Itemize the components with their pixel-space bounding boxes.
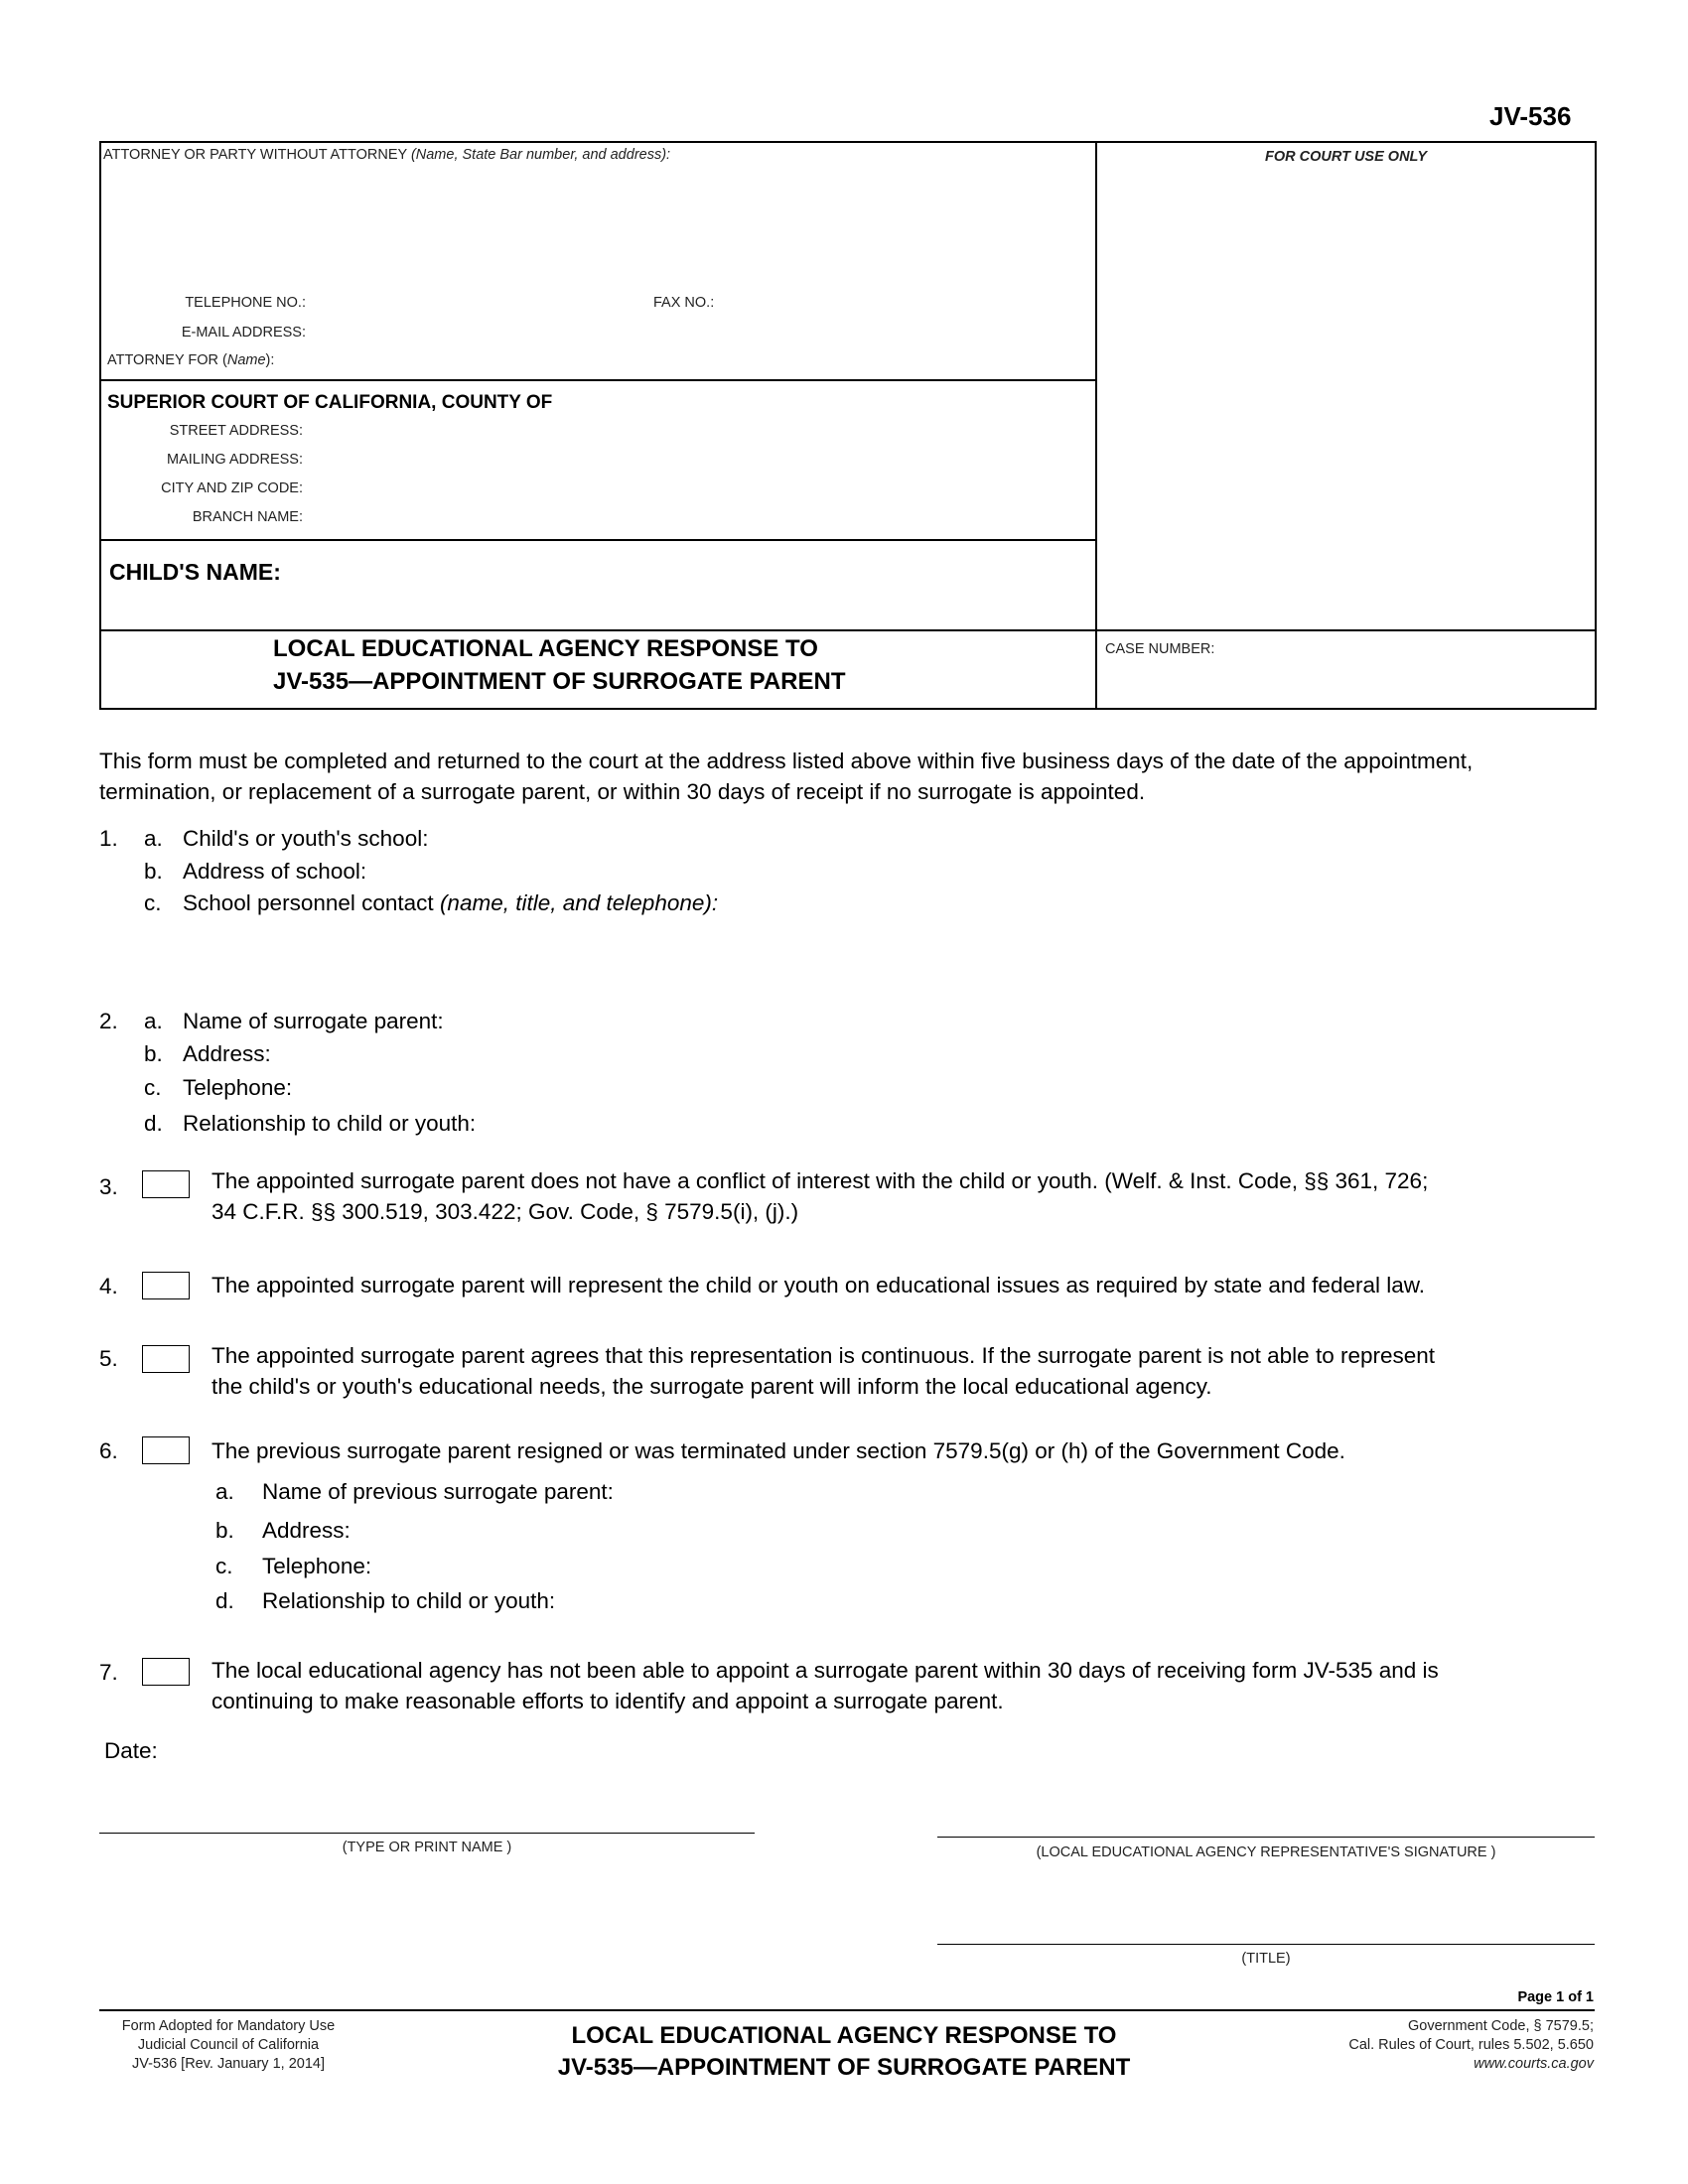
footer-left: Form Adopted for Mandatory Use Judicial Council of California JV-536 [Rev. January 1, 2014] bbox=[121, 2018, 336, 2072]
footer-title: LOCAL EDUCATIONAL AGENCY RESPONSE TO JV-535—APPOINTMENT OF SURROGATE PARENT bbox=[557, 2022, 1131, 2081]
form-title-line2: JV-535—APPOINTMENT OF SURROGATE PARENT bbox=[273, 668, 846, 695]
item1-b-letter: b. bbox=[144, 859, 163, 884]
item6-c-label: Telephone: bbox=[262, 1554, 372, 1578]
item2-number: 2. bbox=[99, 1009, 118, 1033]
item5-checkbox[interactable] bbox=[142, 1345, 190, 1373]
intro-paragraph: This form must be completed and returned to the court at the address listed above within five business days of the date of the appointment, termination, or replacement of a surrogate parent, or within 30 days of receipt if no surrogate is appointed. bbox=[99, 749, 1474, 804]
item2-b-letter: b. bbox=[144, 1041, 163, 1066]
child-name-label: CHILD'S NAME: bbox=[109, 559, 281, 585]
attorney-label: ATTORNEY OR PARTY WITHOUT ATTORNEY (Name, State Bar number, and address): bbox=[103, 147, 671, 163]
item5-number: 5. bbox=[99, 1346, 118, 1371]
title-line[interactable] bbox=[937, 1944, 1595, 1945]
item2-b-label: Address: bbox=[183, 1041, 271, 1066]
branch-name-label: BRANCH NAME: bbox=[192, 509, 303, 525]
item3-text-line1: The appointed surrogate parent does not have a conflict of interest with the child or youth. (Welf. & Inst. Code, §§ 361, 726; bbox=[211, 1168, 1429, 1193]
mailing-address-label: MAILING ADDRESS: bbox=[167, 452, 303, 468]
item2-a-label: Name of surrogate parent: bbox=[183, 1009, 444, 1033]
item6-b-label: Address: bbox=[262, 1518, 351, 1543]
item4-checkbox[interactable] bbox=[142, 1272, 190, 1299]
item3-text-line2: 34 C.F.R. §§ 300.519, 303.422; Gov. Code, § 7579.5(i), (j).) bbox=[211, 1199, 799, 1224]
fax-label: FAX NO.: bbox=[653, 295, 715, 311]
item2-c-letter: c. bbox=[144, 1075, 162, 1100]
item2-a-letter: a. bbox=[144, 1009, 163, 1033]
email-label: E-MAIL ADDRESS: bbox=[181, 325, 306, 341]
item1-c-letter: c. bbox=[144, 890, 162, 915]
item3-checkbox[interactable] bbox=[142, 1170, 190, 1198]
item6-a-label: Name of previous surrogate parent: bbox=[262, 1479, 614, 1504]
item1-a-label: Child's or youth's school: bbox=[183, 826, 429, 851]
item4-text: The appointed surrogate parent will represent the child or youth on educational issues as required by state and federal law. bbox=[211, 1273, 1425, 1297]
date-label: Date: bbox=[104, 1738, 158, 1763]
form-title-line1: LOCAL EDUCATIONAL AGENCY RESPONSE TO bbox=[273, 635, 818, 662]
court-use-label: FOR COURT USE ONLY bbox=[1265, 149, 1427, 165]
item2-d-letter: d. bbox=[144, 1111, 163, 1136]
item7-text-line2: continuing to make reasonable efforts to identify and appoint a surrogate parent. bbox=[211, 1689, 1004, 1713]
city-zip-label: CITY AND ZIP CODE: bbox=[161, 480, 303, 496]
item2-c-label: Telephone: bbox=[183, 1075, 293, 1100]
item6-d-letter: d. bbox=[215, 1588, 234, 1613]
court-name-label: SUPERIOR COURT OF CALIFORNIA, COUNTY OF bbox=[107, 392, 553, 413]
signature-caption: (LOCAL EDUCATIONAL AGENCY REPRESENTATIVE'S SIGNATURE ) bbox=[1036, 1844, 1496, 1860]
item3-number: 3. bbox=[99, 1174, 118, 1199]
item4-number: 4. bbox=[99, 1274, 118, 1298]
footer-right: Government Code, § 7579.5; Cal. Rules of Court, rules 5.502, 5.650 www.courts.ca.gov bbox=[1348, 2018, 1594, 2072]
item7-checkbox[interactable] bbox=[142, 1658, 190, 1686]
print-name-line[interactable] bbox=[99, 1833, 755, 1834]
item6-c-letter: c. bbox=[215, 1554, 233, 1578]
title-caption: (TITLE) bbox=[1241, 1951, 1291, 1967]
signature-line[interactable] bbox=[937, 1837, 1595, 1838]
attorney-for-label: ATTORNEY FOR (Name): bbox=[107, 352, 275, 368]
print-name-caption: (TYPE OR PRINT NAME ) bbox=[342, 1840, 512, 1855]
item1-c-label: School personnel contact (name, title, and telephone): bbox=[183, 890, 719, 915]
item5-text-line2: the child's or youth's educational needs, the surrogate parent will inform the local educational agency. bbox=[211, 1374, 1212, 1399]
item6-b-letter: b. bbox=[215, 1518, 234, 1543]
item1-a-letter: a. bbox=[144, 826, 163, 851]
item7-text-line1: The local educational agency has not been able to appoint a surrogate parent within 30 days of receiving form JV-535 and is bbox=[211, 1658, 1439, 1683]
item7-number: 7. bbox=[99, 1660, 118, 1685]
item5-text-line1: The appointed surrogate parent agrees that this representation is continuous. If the surrogate parent is not able to represent bbox=[211, 1343, 1436, 1368]
page-number: Page 1 of 1 bbox=[1517, 1989, 1594, 2005]
telephone-label: TELEPHONE NO.: bbox=[185, 295, 306, 311]
attorney-box[interactable] bbox=[99, 141, 1097, 381]
item6-checkbox[interactable] bbox=[142, 1436, 190, 1464]
item6-number: 6. bbox=[99, 1438, 118, 1463]
item6-text: The previous surrogate parent resigned or was terminated under section 7579.5(g) or (h) of the Government Code. bbox=[211, 1438, 1345, 1463]
item6-a-letter: a. bbox=[215, 1479, 234, 1504]
item1-number: 1. bbox=[99, 826, 118, 851]
footer-rule bbox=[99, 2009, 1595, 2011]
street-address-label: STREET ADDRESS: bbox=[169, 423, 303, 439]
form-id: JV-536 bbox=[1489, 101, 1572, 131]
item6-d-label: Relationship to child or youth: bbox=[262, 1588, 556, 1613]
case-number-label: CASE NUMBER: bbox=[1105, 641, 1215, 657]
item2-d-label: Relationship to child or youth: bbox=[183, 1111, 477, 1136]
court-use-box bbox=[1095, 141, 1597, 631]
item1-b-label: Address of school: bbox=[183, 859, 367, 884]
